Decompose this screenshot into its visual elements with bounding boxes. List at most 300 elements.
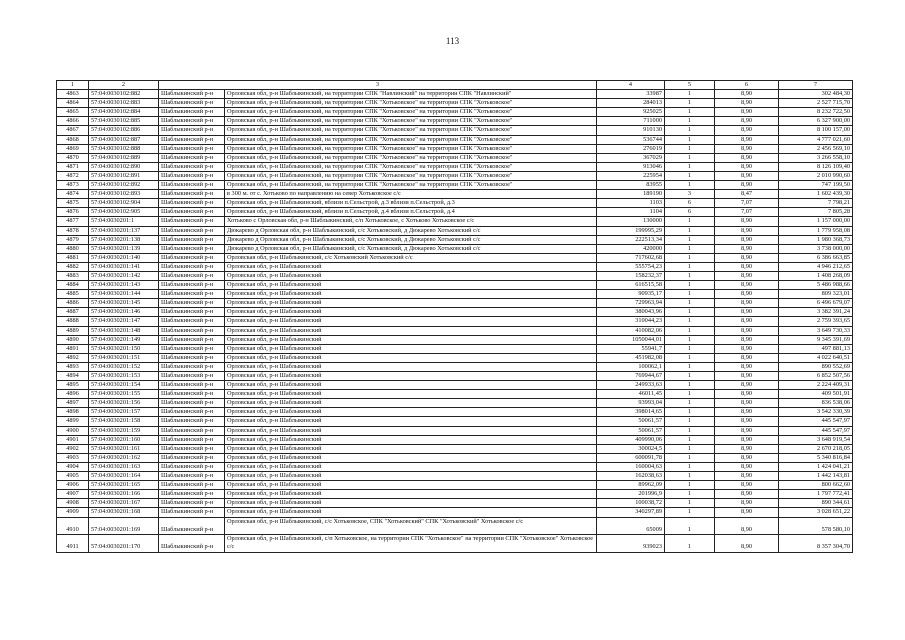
cadastral-value-cell: 3 738 000,00 <box>779 244 853 253</box>
cadastral-number-cell: 57:04:0030102:891 <box>89 171 159 180</box>
header-col-6: 6 <box>715 81 779 90</box>
cadastral-value-cell: 445 547,97 <box>779 426 853 435</box>
rate-cell: 8,90 <box>715 481 779 490</box>
cadastral-value-cell: 4 777 021,60 <box>779 135 853 144</box>
location-cell: Орловская обл, р-н Шаблыкинский <box>225 281 597 290</box>
district-cell: Шаблыкинский р-н <box>159 417 225 426</box>
area-cell: 451982,08 <box>597 353 665 362</box>
cadastral-value-cell: 890 552,69 <box>779 362 853 371</box>
row-number-cell: 4872 <box>57 171 89 180</box>
cadastral-number-cell: 57:04:0030201:163 <box>89 462 159 471</box>
cadastral-number-cell: 57:04:0030201:156 <box>89 399 159 408</box>
category-cell: 1 <box>665 435 715 444</box>
location-cell: Орловская обл, р-н Шаблыкинский, на территории СПК "Хотьковское" на территории СПК "Хотьковское" <box>225 162 597 171</box>
rate-cell: 8,90 <box>715 117 779 126</box>
cadastral-value-cell: 3 382 391,24 <box>779 308 853 317</box>
area-cell: 50061,57 <box>597 426 665 435</box>
area-cell: 160004,63 <box>597 462 665 471</box>
table-row <box>57 144 853 153</box>
row-number-cell: 4881 <box>57 253 89 262</box>
category-cell: 1 <box>665 481 715 490</box>
row-number-cell: 4874 <box>57 190 89 199</box>
row-number-cell: 4905 <box>57 472 89 481</box>
district-cell: Шаблыкинский р-н <box>159 281 225 290</box>
location-cell: Орловская обл, р-н Шаблыкинский, вблизи п.Сельстрой, д.3 вблизи п.Сельстрой, д.3 <box>225 199 597 208</box>
table-row <box>57 99 853 108</box>
table-row <box>57 453 853 462</box>
area-cell: 1104 <box>597 208 665 217</box>
rate-cell: 8,90 <box>715 108 779 117</box>
table-row <box>57 362 853 371</box>
area-cell: 249933,63 <box>597 381 665 390</box>
area-cell: 65009 <box>597 517 665 535</box>
category-cell: 1 <box>665 117 715 126</box>
category-cell: 3 <box>665 190 715 199</box>
area-cell: 100038,72 <box>597 499 665 508</box>
cadastral-value-cell: 2 759 393,65 <box>779 317 853 326</box>
header-col-1: 1 <box>57 81 89 90</box>
category-cell: 1 <box>665 253 715 262</box>
rate-cell: 8,90 <box>715 499 779 508</box>
cadastral-number-cell: 57:04:0030201:155 <box>89 390 159 399</box>
cadastral-number-cell: 57:04:0030102:882 <box>89 90 159 99</box>
cadastral-value-cell: 3 542 330,39 <box>779 408 853 417</box>
rate-cell: 8,90 <box>715 417 779 426</box>
district-cell: Шаблыкинский р-н <box>159 499 225 508</box>
table-row <box>57 353 853 362</box>
location-cell: Орловская обл, р-н Шаблыкинский <box>225 335 597 344</box>
cadastral-number-cell: 57:04:0030201:162 <box>89 453 159 462</box>
row-number-cell: 4906 <box>57 481 89 490</box>
rate-cell: 8,90 <box>715 171 779 180</box>
district-cell: Шаблыкинский р-н <box>159 271 225 280</box>
cadastral-value-cell: 1 797 772,41 <box>779 490 853 499</box>
location-cell: Орловская обл, р-н Шаблыкинский, вблизи п.Сельстрой, д.4 вблизи п.Сельстрой, д.4 <box>225 208 597 217</box>
category-cell: 1 <box>665 153 715 162</box>
district-cell: Шаблыкинский р-н <box>159 381 225 390</box>
category-cell: 1 <box>665 235 715 244</box>
category-cell: 1 <box>665 162 715 171</box>
district-cell: Шаблыкинский р-н <box>159 153 225 162</box>
area-cell: 33987 <box>597 90 665 99</box>
row-number-cell: 4896 <box>57 390 89 399</box>
rate-cell: 8,90 <box>715 162 779 171</box>
cadastral-number-cell: 57:04:0030201:158 <box>89 417 159 426</box>
cadastral-value-cell: 3 028 651,22 <box>779 508 853 517</box>
cadastral-number-cell: 57:04:0030201:157 <box>89 408 159 417</box>
table-row <box>57 190 853 199</box>
cadastral-number-cell: 57:04:0030201:149 <box>89 335 159 344</box>
row-number-cell: 4907 <box>57 490 89 499</box>
rate-cell: 8,90 <box>715 308 779 317</box>
table-row <box>57 417 853 426</box>
cadastral-number-cell: 57:04:0030102:888 <box>89 144 159 153</box>
district-cell: Шаблыкинский р-н <box>159 335 225 344</box>
cadastral-value-cell: 1 442 143,81 <box>779 472 853 481</box>
category-cell: 1 <box>665 144 715 153</box>
district-cell: Шаблыкинский р-н <box>159 226 225 235</box>
area-cell: 189190 <box>597 190 665 199</box>
cadastral-number-cell: 57:04:0030102:886 <box>89 126 159 135</box>
area-cell: 90935,17 <box>597 290 665 299</box>
location-cell: Орловская обл, р-н Шаблыкинский <box>225 490 597 499</box>
area-cell: 100062,1 <box>597 362 665 371</box>
rate-cell: 8,90 <box>715 344 779 353</box>
category-cell: 6 <box>665 199 715 208</box>
area-cell: 162038,63 <box>597 472 665 481</box>
row-number-cell: 4864 <box>57 99 89 108</box>
cadastral-value-cell: 890 344,61 <box>779 499 853 508</box>
area-cell: 410082,06 <box>597 326 665 335</box>
cadastral-value-cell: 8 232 722,50 <box>779 108 853 117</box>
rate-cell: 8,90 <box>715 99 779 108</box>
cadastral-value-cell: 1 157 000,00 <box>779 217 853 226</box>
table-row <box>57 235 853 244</box>
district-cell: Шаблыкинский р-н <box>159 171 225 180</box>
district-cell: Шаблыкинский р-н <box>159 535 225 553</box>
district-cell: Шаблыкинский р-н <box>159 90 225 99</box>
rate-cell: 8,47 <box>715 190 779 199</box>
cadastral-value-cell: 6 852 507,56 <box>779 372 853 381</box>
cadastral-number-cell: 57:04:0030201:1 <box>89 217 159 226</box>
location-cell: Орловская обл, р-н Шаблыкинский <box>225 344 597 353</box>
district-cell: Шаблыкинский р-н <box>159 162 225 171</box>
location-cell: Орловская обл, р-н Шаблыкинский <box>225 472 597 481</box>
area-cell: 201996,9 <box>597 490 665 499</box>
district-cell: Шаблыкинский р-н <box>159 472 225 481</box>
row-number-cell: 4871 <box>57 162 89 171</box>
cadastral-number-cell: 57:04:0030201:153 <box>89 372 159 381</box>
table-row <box>57 444 853 453</box>
cadastral-number-cell: 57:04:0030102:885 <box>89 117 159 126</box>
row-number-cell: 4888 <box>57 317 89 326</box>
row-number-cell: 4882 <box>57 262 89 271</box>
cadastral-number-cell: 57:04:0030201:161 <box>89 444 159 453</box>
district-cell: Шаблыкинский р-н <box>159 262 225 271</box>
row-number-cell: 4887 <box>57 308 89 317</box>
category-cell: 1 <box>665 381 715 390</box>
district-cell: Шаблыкинский р-н <box>159 426 225 435</box>
location-cell: Дюкарево д Орловская обл, р-н Шаблыкинский, с/с Хотьковский, д Дюкарево Хотьковский с/с <box>225 235 597 244</box>
rate-cell: 8,90 <box>715 290 779 299</box>
row-number-cell: 4886 <box>57 299 89 308</box>
table-row <box>57 326 853 335</box>
cadastral-number-cell: 57:04:0030201:150 <box>89 344 159 353</box>
cadastral-number-cell: 57:04:0030201:159 <box>89 426 159 435</box>
district-cell: Шаблыкинский р-н <box>159 190 225 199</box>
rate-cell: 8,90 <box>715 453 779 462</box>
district-cell: Шаблыкинский р-н <box>159 117 225 126</box>
category-cell: 1 <box>665 90 715 99</box>
rate-cell: 8,90 <box>715 462 779 471</box>
cadastral-value-cell: 1 424 041,21 <box>779 462 853 471</box>
table-row <box>57 271 853 280</box>
area-cell: 340297,89 <box>597 508 665 517</box>
table-row <box>57 481 853 490</box>
area-cell: 939023 <box>597 535 665 553</box>
area-cell: 50061,57 <box>597 417 665 426</box>
row-number-cell: 4880 <box>57 244 89 253</box>
category-cell: 1 <box>665 317 715 326</box>
table-row <box>57 399 853 408</box>
cadastral-number-cell: 57:04:0030201:166 <box>89 490 159 499</box>
category-cell: 1 <box>665 308 715 317</box>
location-cell: Орловская обл, р-н Шаблыкинский <box>225 299 597 308</box>
category-cell: 1 <box>665 444 715 453</box>
cadastral-number-cell: 57:04:0030201:165 <box>89 481 159 490</box>
location-cell: Орловская обл, р-н Шаблыкинский, с/с Хотьковский Хотьковский с/с <box>225 253 597 262</box>
district-cell: Шаблыкинский р-н <box>159 290 225 299</box>
location-cell: Орловская обл, р-н Шаблыкинский <box>225 326 597 335</box>
cadastral-number-cell: 57:04:0030102:889 <box>89 153 159 162</box>
area-cell: 46011,45 <box>597 390 665 399</box>
row-number-cell: 4903 <box>57 453 89 462</box>
cadastral-value-cell: 6 496 679,07 <box>779 299 853 308</box>
district-cell: Шаблыкинский р-н <box>159 144 225 153</box>
table-row <box>57 435 853 444</box>
rate-cell: 8,90 <box>715 426 779 435</box>
category-cell: 1 <box>665 499 715 508</box>
cadastral-number-cell: 57:04:0030201:147 <box>89 317 159 326</box>
cadastral-value-cell: 747 199,50 <box>779 181 853 190</box>
row-number-cell: 4873 <box>57 181 89 190</box>
area-cell: 222513,34 <box>597 235 665 244</box>
row-number-cell: 4895 <box>57 381 89 390</box>
rate-cell: 8,90 <box>715 317 779 326</box>
cadastral-value-cell: 578 580,10 <box>779 517 853 535</box>
district-cell: Шаблыкинский р-н <box>159 444 225 453</box>
area-cell: 925025 <box>597 108 665 117</box>
header-col-4: 4 <box>597 81 665 90</box>
rate-cell: 8,90 <box>715 253 779 262</box>
area-cell: 729963,94 <box>597 299 665 308</box>
district-cell: Шаблыкинский р-н <box>159 317 225 326</box>
rate-cell: 8,90 <box>715 181 779 190</box>
area-cell: 367029 <box>597 153 665 162</box>
cadastral-number-cell: 57:04:0030201:137 <box>89 226 159 235</box>
district-cell: Шаблыкинский р-н <box>159 326 225 335</box>
table-row <box>57 117 853 126</box>
category-cell: 1 <box>665 108 715 117</box>
row-number-cell: 4883 <box>57 271 89 280</box>
area-cell: 711000 <box>597 117 665 126</box>
rate-cell: 8,90 <box>715 326 779 335</box>
district-cell: Шаблыкинский р-н <box>159 208 225 217</box>
area-cell: 158232,37 <box>597 271 665 280</box>
table-row <box>57 535 853 553</box>
cadastral-number-cell: 57:04:0030201:145 <box>89 299 159 308</box>
rate-cell: 8,90 <box>715 281 779 290</box>
row-number-cell: 4901 <box>57 435 89 444</box>
table-row <box>57 262 853 271</box>
table-row <box>57 153 853 162</box>
row-number-cell: 4904 <box>57 462 89 471</box>
cadastral-number-cell: 57:04:0030201:138 <box>89 235 159 244</box>
rate-cell: 8,90 <box>715 135 779 144</box>
cadastral-value-cell: 4 022 640,51 <box>779 353 853 362</box>
table-row <box>57 499 853 508</box>
cadastral-value-cell: 445 547,97 <box>779 417 853 426</box>
rate-cell: 8,90 <box>715 262 779 271</box>
rate-cell: 8,90 <box>715 335 779 344</box>
location-cell: Орловская обл, р-н Шаблыкинский <box>225 262 597 271</box>
category-cell: 1 <box>665 362 715 371</box>
location-cell: Орловская обл, р-н Шаблыкинский <box>225 444 597 453</box>
cadastral-value-cell: 2 456 569,10 <box>779 144 853 153</box>
area-cell: 769944,67 <box>597 372 665 381</box>
district-cell: Шаблыкинский р-н <box>159 462 225 471</box>
row-number-cell: 4863 <box>57 90 89 99</box>
area-cell: 130000 <box>597 217 665 226</box>
row-number-cell: 4870 <box>57 153 89 162</box>
page-number: 113 <box>445 36 460 46</box>
rate-cell: 8,90 <box>715 444 779 453</box>
category-cell: 1 <box>665 281 715 290</box>
row-number-cell: 4885 <box>57 290 89 299</box>
cadastral-number-cell: 57:04:0030201:167 <box>89 499 159 508</box>
location-cell: Орловская обл, р-н Шаблыкинский <box>225 362 597 371</box>
district-cell: Шаблыкинский р-н <box>159 481 225 490</box>
cadastral-number-cell: 57:04:0030201:169 <box>89 517 159 535</box>
category-cell: 1 <box>665 290 715 299</box>
category-cell: 1 <box>665 344 715 353</box>
rate-cell: 8,90 <box>715 508 779 517</box>
table-row <box>57 208 853 217</box>
rate-cell: 7,07 <box>715 208 779 217</box>
table-row <box>57 244 853 253</box>
table-row <box>57 381 853 390</box>
area-cell: 89962,09 <box>597 481 665 490</box>
location-cell: Орловская обл, р-н Шаблыкинский <box>225 271 597 280</box>
district-cell: Шаблыкинский р-н <box>159 217 225 226</box>
location-cell: Орловская обл, р-н Шаблыкинский <box>225 462 597 471</box>
cadastral-value-cell: 409 501,91 <box>779 390 853 399</box>
cadastral-value-cell: 4 946 212,65 <box>779 262 853 271</box>
category-cell: 1 <box>665 399 715 408</box>
area-cell: 913046 <box>597 162 665 171</box>
location-cell: Орловская обл, р-н Шаблыкинский <box>225 381 597 390</box>
cadastral-value-cell: 5 340 816,84 <box>779 453 853 462</box>
rate-cell: 8,90 <box>715 372 779 381</box>
category-cell: 1 <box>665 326 715 335</box>
row-number-cell: 4908 <box>57 499 89 508</box>
cadastral-number-cell: 57:04:0030102:904 <box>89 199 159 208</box>
table-row <box>57 299 853 308</box>
table-row <box>57 181 853 190</box>
cadastral-value-cell: 7 805,28 <box>779 208 853 217</box>
cadastral-value-cell: 6 386 663,85 <box>779 253 853 262</box>
cadastral-number-cell: 57:04:0030201:139 <box>89 244 159 253</box>
cadastral-number-cell: 57:04:0030102:905 <box>89 208 159 217</box>
header-col-2: 2 <box>89 81 159 90</box>
table-row <box>57 226 853 235</box>
category-cell: 1 <box>665 181 715 190</box>
location-cell: Орловская обл, р-н Шаблыкинский, с/с Хотьковское, СПК "Хотьковский" СПК "Хотьковский" Хотьковское с/с <box>225 517 597 535</box>
area-cell: 1103 <box>597 199 665 208</box>
table-row <box>57 108 853 117</box>
district-cell: Шаблыкинский р-н <box>159 135 225 144</box>
district-cell: Шаблыкинский р-н <box>159 408 225 417</box>
location-cell: Орловская обл, р-н Шаблыкинский, на территории СПК "Хотьковское" на территории СПК "Хотьковское" <box>225 144 597 153</box>
cadastral-number-cell: 57:04:0030201:164 <box>89 472 159 481</box>
row-number-cell: 4869 <box>57 144 89 153</box>
category-cell: 1 <box>665 126 715 135</box>
cadastral-number-cell: 57:04:0030102:883 <box>89 99 159 108</box>
category-cell: 1 <box>665 390 715 399</box>
district-cell: Шаблыкинский р-н <box>159 235 225 244</box>
location-cell: Орловская обл, р-н Шаблыкинский <box>225 417 597 426</box>
header-col-7: 7 <box>779 81 853 90</box>
district-cell: Шаблыкинский р-н <box>159 490 225 499</box>
cadastral-value-cell: 1 408 268,09 <box>779 271 853 280</box>
area-cell: 55941,7 <box>597 344 665 353</box>
row-number-cell: 4866 <box>57 117 89 126</box>
area-cell: 276019 <box>597 144 665 153</box>
row-number-cell: 4909 <box>57 508 89 517</box>
rate-cell: 8,90 <box>715 153 779 162</box>
row-number-cell: 4875 <box>57 199 89 208</box>
category-cell: 1 <box>665 244 715 253</box>
table-row <box>57 390 853 399</box>
district-cell: Шаблыкинский р-н <box>159 390 225 399</box>
category-cell: 6 <box>665 208 715 217</box>
cadastral-value-cell: 2 527 715,70 <box>779 99 853 108</box>
location-cell: Орловская обл, р-н Шаблыкинский <box>225 372 597 381</box>
area-cell: 616515,58 <box>597 281 665 290</box>
cadastral-number-cell: 57:04:0030201:160 <box>89 435 159 444</box>
cadastral-value-cell: 6 327 900,00 <box>779 117 853 126</box>
cadastral-number-cell: 57:04:0030201:141 <box>89 262 159 271</box>
row-number-cell: 4898 <box>57 408 89 417</box>
area-cell: 910130 <box>597 126 665 135</box>
district-cell: Шаблыкинский р-н <box>159 508 225 517</box>
area-cell: 380043,96 <box>597 308 665 317</box>
cadastral-number-cell: 57:04:0030201:146 <box>89 308 159 317</box>
cadastral-value-cell: 3 648 919,54 <box>779 435 853 444</box>
rate-cell: 8,90 <box>715 362 779 371</box>
area-cell: 717602,68 <box>597 253 665 262</box>
district-cell: Шаблыкинский р-н <box>159 108 225 117</box>
row-number-cell: 4894 <box>57 372 89 381</box>
rate-cell: 8,90 <box>715 381 779 390</box>
cadastral-number-cell: 57:04:0030201:168 <box>89 508 159 517</box>
cadastral-value-cell: 9 345 391,69 <box>779 335 853 344</box>
location-cell: Орловская обл, р-н Шаблыкинский <box>225 308 597 317</box>
table-row <box>57 162 853 171</box>
header-row <box>57 81 853 90</box>
location-cell: Орловская обл, р-н Шаблыкинский <box>225 390 597 399</box>
table-row <box>57 290 853 299</box>
cadastral-value-cell: 7 798,21 <box>779 199 853 208</box>
cadastral-value-cell: 2 670 218,05 <box>779 444 853 453</box>
row-number-cell: 4865 <box>57 108 89 117</box>
table-row <box>57 126 853 135</box>
cadastral-value-cell: 3 266 558,10 <box>779 153 853 162</box>
row-number-cell: 4893 <box>57 362 89 371</box>
location-cell: Орловская обл, р-н Шаблыкинский, на территории СПК "Хотьковское" на территории СПК "Хотьковское" <box>225 108 597 117</box>
location-cell: Орловская обл, р-н Шаблыкинский, на территории СПК "Навлинский" на территории СПК "Навлинский" <box>225 90 597 99</box>
category-cell: 1 <box>665 453 715 462</box>
category-cell: 1 <box>665 99 715 108</box>
district-cell: Шаблыкинский р-н <box>159 353 225 362</box>
rate-cell: 8,90 <box>715 408 779 417</box>
table-row <box>57 253 853 262</box>
table-row <box>57 317 853 326</box>
rate-cell: 7,07 <box>715 199 779 208</box>
category-cell: 1 <box>665 226 715 235</box>
rate-cell: 8,90 <box>715 235 779 244</box>
cadastral-number-cell: 57:04:0030102:890 <box>89 162 159 171</box>
